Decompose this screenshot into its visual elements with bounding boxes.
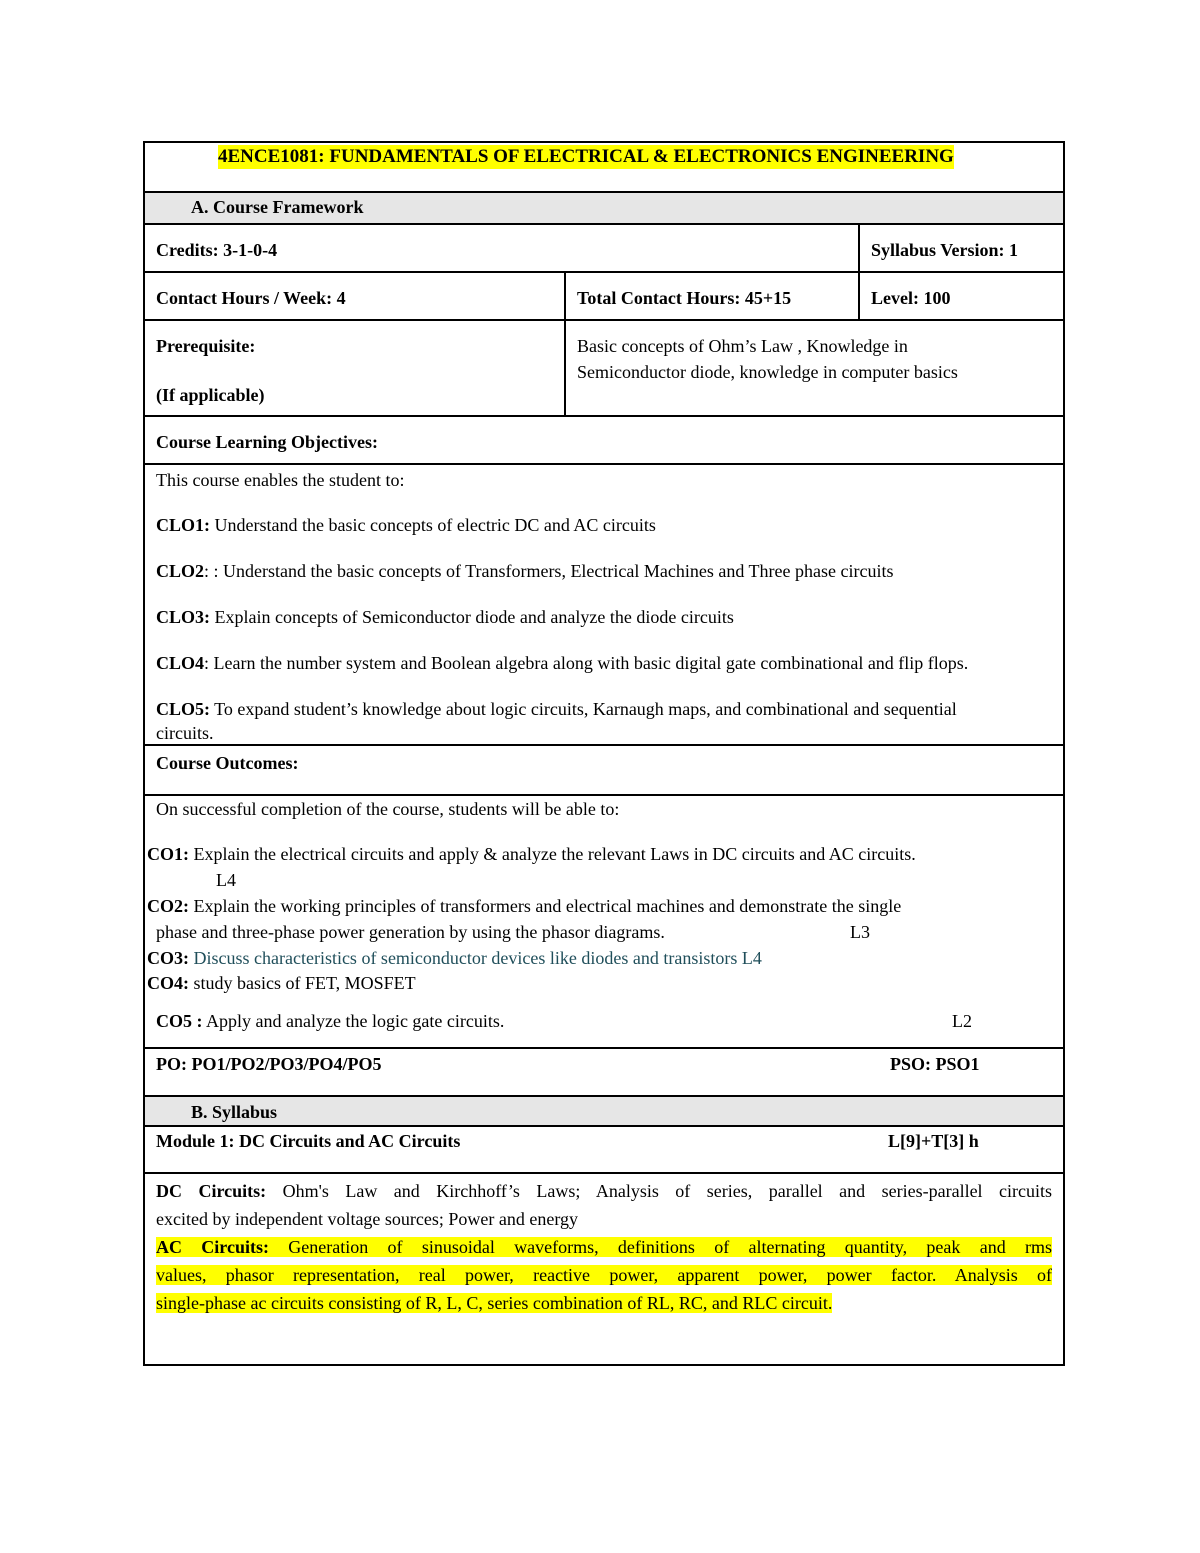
- credits: Credits: 3-1-0-4: [156, 240, 278, 260]
- po: PO: PO1/PO2/PO3/PO4/PO5: [156, 1054, 382, 1074]
- clo-item: CLO3: Explain concepts of Semiconductor diode and analyze the diode circuits: [156, 607, 734, 627]
- co-level: L2: [952, 1011, 972, 1031]
- clo-item: CLO5: To expand student’s knowledge about logic circuits, Karnaugh maps, and combinational and sequential: [156, 699, 957, 719]
- level: Level: 100: [871, 288, 951, 308]
- prerequisite-label: Prerequisite:: [156, 336, 256, 356]
- ac-circuits-line: single-phase ac circuits consisting of R, L, C, series combination of RL, RC, and RLC circuit.: [156, 1293, 833, 1313]
- ac-circuits-paragraph: [156, 1233, 1052, 1317]
- syllabus-version-cell: [858, 225, 1063, 271]
- co-item: CO4: study basics of FET, MOSFET: [147, 973, 416, 993]
- clo-item: CLO1: Understand the basic concepts of electric DC and AC circuits: [156, 515, 656, 535]
- dc-circuits-paragraph: [156, 1177, 1052, 1233]
- clo-item: CLO4: Learn the number system and Boolean algebra along with basic digital gate combinational and flip flops.: [156, 653, 969, 673]
- clo-intro: This course enables the student to:: [156, 470, 405, 490]
- clo-heading-row: [143, 415, 1065, 463]
- syllabus-version: Syllabus Version: 1: [871, 240, 1019, 260]
- module-1-title: Module 1: DC Circuits and AC Circuits: [156, 1131, 461, 1151]
- co-item: CO2: Explain the working principles of transformers and electrical machines and demonstrate the single: [147, 896, 902, 916]
- module-1-header: [143, 1125, 1065, 1172]
- syllabus-document: [143, 141, 1065, 1366]
- contact-hours-week: Contact Hours / Week: 4: [156, 288, 346, 308]
- co-item: CO1: Explain the electrical circuits and apply & analyze the relevant Laws in DC circuits and AC circuits.: [147, 844, 916, 864]
- ac-circuits-line: AC Circuits: Generation of sinusoidal waveforms, definitions of alternating quantity, peak and rms: [156, 1237, 1052, 1257]
- clo-list: [143, 463, 1065, 744]
- po-pso-row: [143, 1047, 1065, 1095]
- clo-heading: Course Learning Objectives:: [156, 432, 378, 452]
- co-intro: On successful completion of the course, students will be able to:: [156, 799, 620, 819]
- clo-item: CLO2: : Understand the basic concepts of Transformers, Electrical Machines and Three phase circuits: [156, 561, 894, 581]
- ac-circuits-line: values, phasor representation, real power, reactive power, apparent power, power factor. Analysis of: [156, 1265, 1052, 1285]
- co-heading: Course Outcomes:: [156, 753, 299, 773]
- co-level: L3: [850, 922, 870, 942]
- prerequisite-text-cell: [564, 321, 1063, 415]
- title-row: [143, 141, 1065, 191]
- total-contact-hours-cell: [564, 273, 860, 319]
- level-cell: [858, 273, 1063, 319]
- co-level: L4: [216, 870, 236, 890]
- prerequisite-text-line1: Basic concepts of Ohm’s Law , Knowledge in: [577, 336, 908, 356]
- dc-circuits-line: DC Circuits: Ohm's Law and Kirchhoff’s Laws; Analysis of series, parallel and series-parallel circuits: [156, 1181, 1053, 1201]
- co-item-continuation: phase and three-phase power generation by using the phasor diagrams.: [156, 922, 665, 942]
- module-1-hours: L[9]+T[3] h: [888, 1131, 979, 1151]
- module-1-content: [143, 1172, 1065, 1366]
- course-title: 4ENCE1081: FUNDAMENTALS OF ELECTRICAL & ELECTRONICS ENGINEERING: [218, 146, 954, 167]
- contact-hours-row: [143, 271, 1065, 319]
- co-list: [143, 794, 1065, 1047]
- prerequisite-text-line2: Semiconductor diode, knowledge in computer basics: [577, 362, 958, 382]
- prerequisite-row: [143, 319, 1065, 415]
- section-a-header: [143, 191, 1065, 223]
- total-contact-hours: Total Contact Hours: 45+15: [577, 288, 792, 308]
- section-a-title: A. Course Framework: [191, 197, 364, 217]
- section-b-title: B. Syllabus: [191, 1102, 278, 1122]
- prerequisite-note: (If applicable): [156, 385, 265, 405]
- dc-circuits-line: excited by independent voltage sources; Power and energy: [156, 1209, 579, 1229]
- co-item: CO3: Discuss characteristics of semiconductor devices like diodes and transistors L4: [147, 948, 762, 968]
- section-b-header: [143, 1095, 1065, 1125]
- credits-row: [143, 223, 1065, 271]
- clo-item-continuation: circuits.: [156, 723, 214, 743]
- co-heading-row: [143, 744, 1065, 794]
- pso: PSO: PSO1: [890, 1054, 980, 1074]
- co-item: CO5 : Apply and analyze the logic gate circuits.: [156, 1011, 505, 1031]
